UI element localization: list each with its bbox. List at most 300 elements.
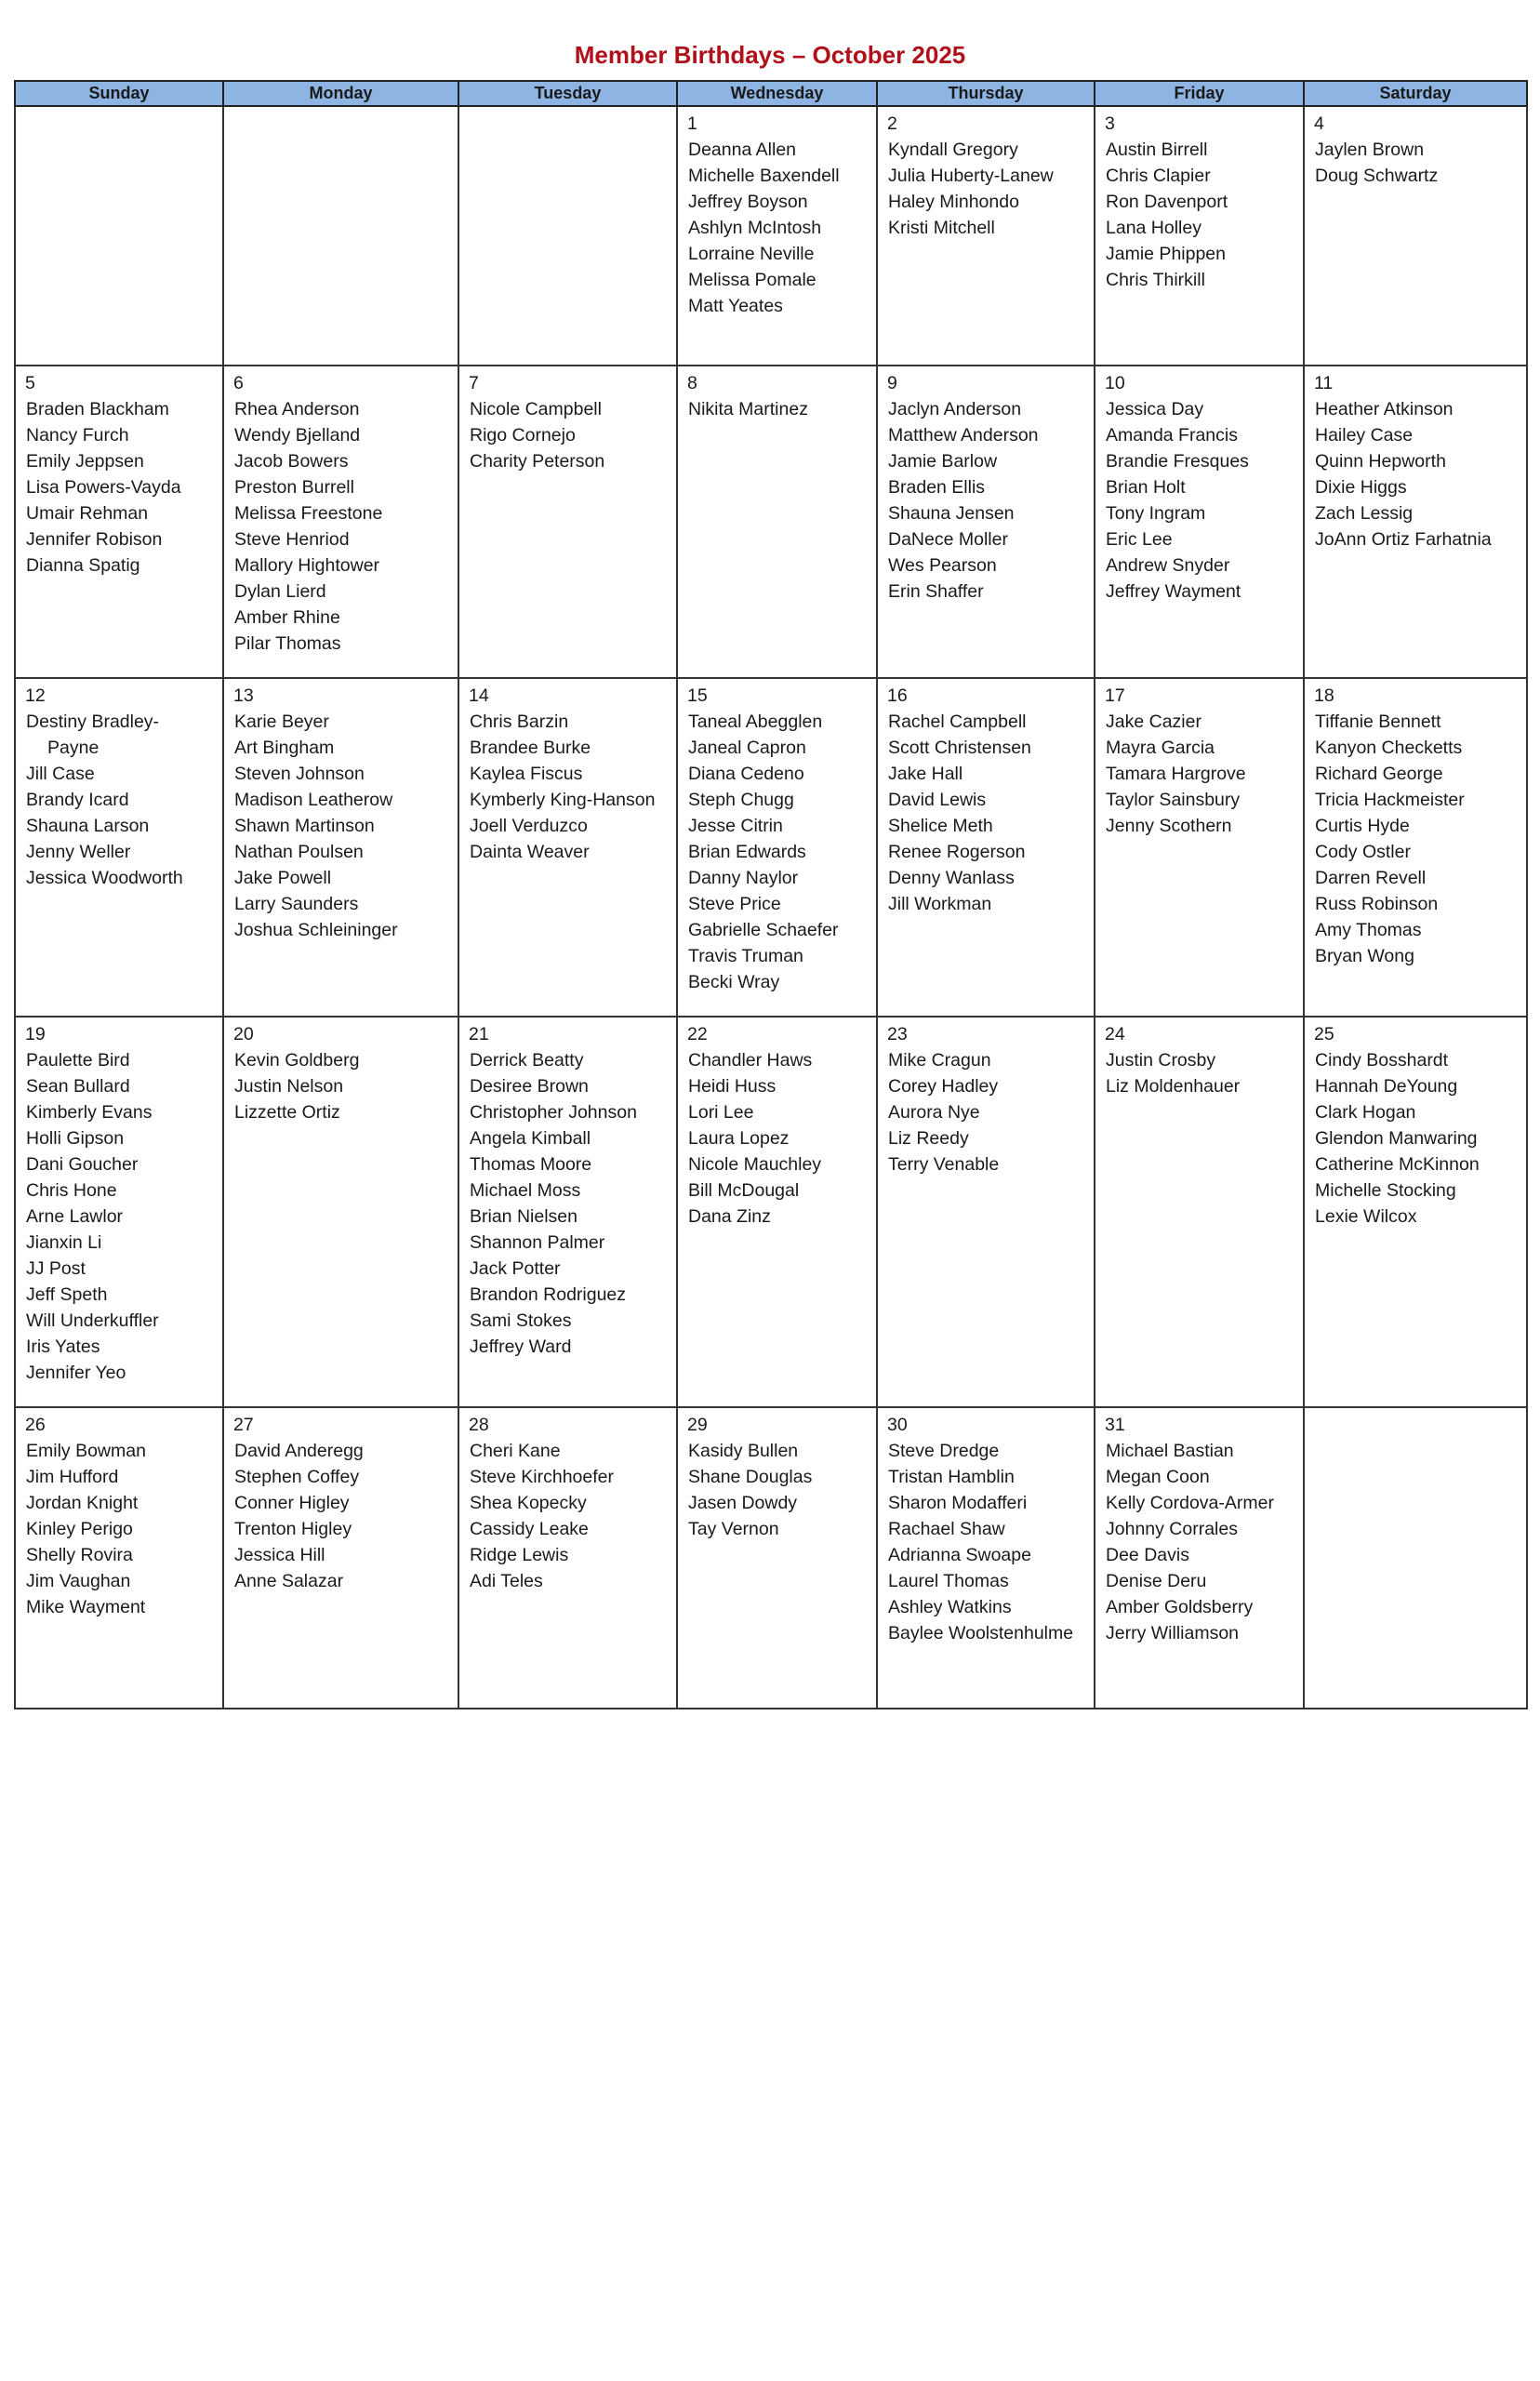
birthday-name: Umair Rehman [26, 503, 149, 524]
birthday-name: Lori Lee [688, 1102, 754, 1123]
birthday-name: Shelly Rovira [26, 1545, 133, 1565]
birthday-name: Adi Teles [470, 1571, 543, 1591]
birthday-list [25, 396, 215, 579]
birthday-name: Quinn Hepworth [1315, 451, 1446, 472]
birthday-name: Justin Nelson [234, 1076, 344, 1097]
day-number: 5 [25, 373, 35, 393]
birthday-name: Ron Davenport [1106, 192, 1228, 212]
birthday-name: Catherine McKinnon [1315, 1154, 1480, 1175]
day-cell [877, 678, 1095, 1017]
birthday-name: Renee Rogerson [888, 842, 1026, 862]
birthday-name: Rhea Anderson [234, 399, 360, 419]
birthday-name: Travis Truman [688, 946, 803, 966]
birthday-calendar [14, 80, 1528, 1709]
birthday-name: Dylan Lierd [234, 581, 326, 602]
birthday-name: Sami Stokes [470, 1310, 572, 1331]
birthday-name: Erin Shaffer [888, 581, 984, 602]
birthday-name: Julia Huberty-Lanew [888, 166, 1054, 186]
birthday-name: Jacob Bowers [234, 451, 349, 472]
birthday-name: Jeffrey Wayment [1106, 581, 1241, 602]
day-cell [1095, 678, 1304, 1017]
birthday-name: Jenny Scothern [1106, 816, 1232, 836]
weekday-header-monday: Monday [223, 81, 458, 106]
day-number: 11 [1314, 373, 1334, 393]
day-number: 27 [233, 1415, 254, 1435]
birthday-list [887, 1438, 1086, 1646]
birthday-name: Dana Zinz [688, 1206, 771, 1227]
birthday-name: Michelle Baxendell [688, 166, 840, 186]
day-cell [223, 106, 458, 366]
birthday-list [233, 396, 450, 657]
day-cell [15, 1407, 223, 1709]
birthday-name: Charity Peterson [470, 451, 605, 472]
birthday-name: Shauna Jensen [888, 503, 1015, 524]
day-number: 29 [687, 1415, 708, 1435]
birthday-name: Wendy Bjelland [234, 425, 361, 446]
birthday-name: Rigo Cornejo [470, 425, 576, 446]
day-number: 3 [1105, 113, 1115, 134]
birthday-name: Jasen Dowdy [688, 1493, 798, 1513]
birthday-name: Desiree Brown [470, 1076, 589, 1097]
birthday-name: Michelle Stocking [1315, 1180, 1456, 1201]
birthday-name: Tristan Hamblin [888, 1467, 1015, 1487]
day-number: 18 [1314, 685, 1334, 706]
birthday-name: Jaclyn Anderson [888, 399, 1022, 419]
birthday-name: Karie Beyer [234, 712, 329, 732]
birthday-name: Holli Gipson [26, 1128, 125, 1149]
birthday-name: Rachael Shaw [888, 1519, 1005, 1539]
birthday-name: Melissa Freestone [234, 503, 383, 524]
birthday-name: Steve Kirchhoefer [470, 1467, 615, 1487]
birthday-name: Christopher Johnson [470, 1102, 637, 1123]
birthday-list [25, 709, 215, 891]
birthday-name: Jenny Weller [26, 842, 131, 862]
birthday-name: Conner Higley [234, 1493, 350, 1513]
birthday-name: Nathan Poulsen [234, 842, 364, 862]
birthday-name: Shauna Larson [26, 816, 150, 836]
birthday-list [1105, 1438, 1295, 1646]
birthday-name: Steve Dredge [888, 1441, 1000, 1461]
day-number: 15 [687, 685, 708, 706]
birthday-name: Joshua Schleininger [234, 920, 398, 940]
birthday-name: Brandee Burke [470, 738, 591, 758]
birthday-name: Kristi Mitchell [888, 218, 995, 238]
birthday-name: Janeal Capron [688, 738, 806, 758]
birthday-list [233, 1438, 450, 1594]
birthday-name: Kasidy Bullen [688, 1441, 799, 1461]
birthday-name: Jake Cazier [1106, 712, 1201, 732]
birthday-name: Eric Lee [1106, 529, 1173, 550]
day-cell [15, 678, 223, 1017]
birthday-name: Tricia Hackmeister [1315, 790, 1465, 810]
day-cell [15, 1017, 223, 1407]
day-number: 4 [1314, 113, 1324, 134]
birthday-name: Jessica Hill [234, 1545, 325, 1565]
birthday-name: Jennifer Yeo [26, 1363, 126, 1383]
birthday-list [1105, 396, 1295, 605]
week-row [15, 1407, 1527, 1709]
birthday-list [469, 1438, 669, 1594]
birthday-name: Gabrielle Schaefer [688, 920, 839, 940]
birthday-name: Bill McDougal [688, 1180, 800, 1201]
birthday-name: Braden Blackham [26, 399, 169, 419]
birthday-name: Cindy Bosshardt [1315, 1050, 1449, 1071]
birthday-name: Hailey Case [1315, 425, 1414, 446]
birthday-name: Shannon Palmer [470, 1232, 605, 1253]
birthday-name: Stephen Coffey [234, 1467, 360, 1487]
birthday-name: Tay Vernon [688, 1519, 779, 1539]
day-cell [1304, 1407, 1527, 1709]
birthday-name: Chandler Haws [688, 1050, 813, 1071]
birthday-name: Lizzette Ortiz [234, 1102, 340, 1123]
birthday-name: Jordan Knight [26, 1493, 139, 1513]
birthday-name: Brian Holt [1106, 477, 1186, 498]
birthday-name: Kelly Cordova-Armer [1106, 1493, 1274, 1513]
birthday-name: Richard George [1315, 764, 1443, 784]
birthday-name: Joell Verduzco [470, 816, 588, 836]
day-number: 26 [25, 1415, 46, 1435]
day-cell [1304, 678, 1527, 1017]
weekday-header-saturday: Saturday [1304, 81, 1527, 106]
birthday-name: Braden Ellis [888, 477, 986, 498]
day-number: 24 [1105, 1024, 1125, 1044]
birthday-name: Ashlyn McIntosh [688, 218, 822, 238]
birthday-list [687, 709, 869, 995]
birthday-list [1105, 709, 1295, 839]
birthday-name: Andrew Snyder [1106, 555, 1230, 576]
birthday-name: Curtis Hyde [1315, 816, 1410, 836]
day-cell [223, 1407, 458, 1709]
birthday-name: Nancy Furch [26, 425, 129, 446]
birthday-name: JJ Post [26, 1258, 86, 1279]
birthday-list [233, 1047, 450, 1125]
birthday-name: Shawn Martinson [234, 816, 375, 836]
day-cell [677, 366, 877, 678]
birthday-name: Jamie Phippen [1106, 244, 1226, 264]
birthday-list [687, 1047, 869, 1230]
birthday-list [687, 1438, 869, 1542]
birthday-list [1314, 709, 1519, 969]
birthday-name: Madison Leatherow [234, 790, 393, 810]
weekday-header-row [15, 81, 1527, 106]
birthday-list [687, 137, 869, 319]
birthday-name: Liz Reedy [888, 1128, 969, 1149]
birthday-list [25, 1047, 215, 1386]
day-number: 23 [887, 1024, 908, 1044]
birthday-name: DaNece Moller [888, 529, 1008, 550]
birthday-name: Nicole Mauchley [688, 1154, 822, 1175]
birthday-name: Denise Deru [1106, 1571, 1207, 1591]
day-cell [458, 106, 677, 366]
birthday-list [233, 709, 450, 943]
birthday-name: Johnny Corrales [1106, 1519, 1238, 1539]
birthday-name: Amber Rhine [234, 607, 340, 628]
birthday-name: Justin Crosby [1106, 1050, 1216, 1071]
birthday-name: David Anderegg [234, 1441, 364, 1461]
birthday-name: Will Underkuffler [26, 1310, 159, 1331]
birthday-name: Chris Clapier [1106, 166, 1211, 186]
day-number: 1 [687, 113, 697, 134]
birthday-name: Jerry Williamson [1106, 1623, 1240, 1643]
birthday-name: Steph Chugg [688, 790, 794, 810]
birthday-list [887, 137, 1086, 241]
birthday-name: David Lewis [888, 790, 987, 810]
birthday-name: Melissa Pomale [688, 270, 816, 290]
birthday-name: Sharon Modafferi [888, 1493, 1028, 1513]
birthday-name: Kanyon Checketts [1315, 738, 1463, 758]
day-number: 25 [1314, 1024, 1334, 1044]
birthday-name: Laurel Thomas [888, 1571, 1009, 1591]
birthday-name: Lana Holley [1106, 218, 1201, 238]
birthday-name: Dee Davis [1106, 1545, 1189, 1565]
birthday-name: Brandy Icard [26, 790, 129, 810]
day-number: 2 [887, 113, 897, 134]
birthday-name: Chris Barzin [470, 712, 569, 732]
birthday-name: Amy Thomas [1315, 920, 1422, 940]
day-cell [458, 678, 677, 1017]
weekday-header-tuesday: Tuesday [458, 81, 677, 106]
birthday-name: Heather Atkinson [1315, 399, 1454, 419]
birthday-name: Jake Powell [234, 868, 332, 888]
weekday-header-friday: Friday [1095, 81, 1304, 106]
birthday-name: Ridge Lewis [470, 1545, 569, 1565]
birthday-name: Steve Henriod [234, 529, 350, 550]
birthday-name: Kymberly King-Hanson [470, 790, 656, 810]
birthday-name: Larry Saunders [234, 894, 359, 914]
day-number: 6 [233, 373, 244, 393]
birthday-name: Michael Moss [470, 1180, 581, 1201]
birthday-name: Kinley Perigo [26, 1519, 133, 1539]
birthday-name: Art Bingham [234, 738, 335, 758]
birthday-name: Taylor Sainsbury [1106, 790, 1241, 810]
week-row [15, 366, 1527, 678]
birthday-name: Scott Christensen [888, 738, 1031, 758]
birthday-name: Laura Lopez [688, 1128, 790, 1149]
birthday-name: Tiffanie Bennett [1315, 712, 1441, 732]
birthday-name: Dixie Higgs [1315, 477, 1407, 498]
birthday-name: Emily Jeppsen [26, 451, 144, 472]
birthday-name: Jim Hufford [26, 1467, 119, 1487]
birthday-name: Tamara Hargrove [1106, 764, 1246, 784]
birthday-name: Jessica Woodworth [26, 868, 183, 888]
birthday-name: Mayra Garcia [1106, 738, 1215, 758]
day-number: 10 [1105, 373, 1125, 393]
day-number: 12 [25, 685, 46, 706]
day-cell [1095, 1017, 1304, 1407]
birthday-list [1105, 137, 1295, 293]
birthday-name: Terry Venable [888, 1154, 1000, 1175]
weekday-header-thursday: Thursday [877, 81, 1095, 106]
birthday-name: Cassidy Leake [470, 1519, 589, 1539]
birthday-name: Nicole Campbell [470, 399, 602, 419]
birthday-list [1314, 137, 1519, 189]
birthday-name: Matt Yeates [688, 296, 783, 316]
day-cell [1304, 106, 1527, 366]
day-number: 14 [469, 685, 489, 706]
birthday-name: Chris Hone [26, 1180, 117, 1201]
birthday-name: Brandie Fresques [1106, 451, 1249, 472]
birthday-name: Mike Wayment [26, 1597, 146, 1617]
birthday-list [887, 709, 1086, 917]
birthday-name: Cheri Kane [470, 1441, 561, 1461]
day-number: 17 [1105, 685, 1125, 706]
birthday-name: Megan Coon [1106, 1467, 1210, 1487]
day-cell [877, 1017, 1095, 1407]
birthday-name: Payne [47, 738, 100, 758]
birthday-name: Heidi Huss [688, 1076, 777, 1097]
birthday-name: Zach Lessig [1315, 503, 1414, 524]
birthday-name: Preston Burrell [234, 477, 354, 498]
weekday-header-sunday: Sunday [15, 81, 223, 106]
birthday-list [887, 396, 1086, 605]
birthday-name: Michael Bastian [1106, 1441, 1234, 1461]
birthday-name: Tony Ingram [1106, 503, 1206, 524]
birthday-name: Lisa Powers-Vayda [26, 477, 181, 498]
birthday-name: Ashley Watkins [888, 1597, 1012, 1617]
week-row [15, 1017, 1527, 1407]
birthday-name: Hannah DeYoung [1315, 1076, 1458, 1097]
birthday-list [1105, 1047, 1295, 1099]
birthday-list [469, 1047, 669, 1360]
birthday-name: Kimberly Evans [26, 1102, 153, 1123]
birthday-list [469, 709, 669, 865]
day-cell [1304, 1017, 1527, 1407]
birthday-name: Iris Yates [26, 1337, 100, 1357]
birthday-name: Kaylea Fiscus [470, 764, 583, 784]
birthday-name: Jianxin Li [26, 1232, 102, 1253]
birthday-name: Cody Ostler [1315, 842, 1411, 862]
birthday-name: Destiny Bradley- [26, 712, 160, 732]
day-cell [877, 1407, 1095, 1709]
birthday-name: Aurora Nye [888, 1102, 980, 1123]
day-cell [1095, 1407, 1304, 1709]
birthday-name: Steve Price [688, 894, 781, 914]
birthday-name: Liz Moldenhauer [1106, 1076, 1241, 1097]
birthday-name: Russ Robinson [1315, 894, 1439, 914]
birthday-name: Derrick Beatty [470, 1050, 584, 1071]
birthday-name: Amber Goldsberry [1106, 1597, 1254, 1617]
birthday-name: Anne Salazar [234, 1571, 344, 1591]
day-cell [677, 106, 877, 366]
birthday-name: Darren Revell [1315, 868, 1427, 888]
birthday-name: Jake Hall [888, 764, 963, 784]
birthday-name: Mallory Hightower [234, 555, 380, 576]
day-cell [877, 366, 1095, 678]
birthday-name: Shane Douglas [688, 1467, 813, 1487]
day-number: 28 [469, 1415, 489, 1435]
birthday-name: Thomas Moore [470, 1154, 592, 1175]
birthday-name: Jessica Day [1106, 399, 1204, 419]
birthday-name: Paulette Bird [26, 1050, 130, 1071]
day-number: 13 [233, 685, 254, 706]
day-number: 19 [25, 1024, 46, 1044]
week-row [15, 106, 1527, 366]
birthday-name: Jim Vaughan [26, 1571, 131, 1591]
birthday-name: Angela Kimball [470, 1128, 591, 1149]
day-number: 7 [469, 373, 479, 393]
day-cell [1095, 366, 1304, 678]
birthday-name: Sean Bullard [26, 1076, 130, 1097]
day-cell [1095, 106, 1304, 366]
birthday-name: Pilar Thomas [234, 633, 341, 654]
birthday-name: Dianna Spatig [26, 555, 140, 576]
birthday-list [687, 396, 869, 422]
day-cell [15, 366, 223, 678]
day-cell [223, 678, 458, 1017]
week-row [15, 678, 1527, 1017]
birthday-name: Brian Nielsen [470, 1206, 578, 1227]
birthday-name: Amanda Francis [1106, 425, 1238, 446]
birthday-name: Austin Birrell [1106, 140, 1208, 160]
day-number: 31 [1105, 1415, 1125, 1435]
birthday-name: Denny Wanlass [888, 868, 1015, 888]
day-cell [677, 1017, 877, 1407]
birthday-name: Rachel Campbell [888, 712, 1027, 732]
day-cell [1304, 366, 1527, 678]
birthday-name: Kyndall Gregory [888, 140, 1018, 160]
birthday-name: Adrianna Swoape [888, 1545, 1031, 1565]
birthday-name: Diana Cedeno [688, 764, 804, 784]
birthday-name: Clark Hogan [1315, 1102, 1416, 1123]
day-cell [223, 366, 458, 678]
birthday-name: Jeff Speth [26, 1284, 108, 1305]
birthday-name: Jennifer Robison [26, 529, 163, 550]
weekday-header-wednesday: Wednesday [677, 81, 877, 106]
day-cell [223, 1017, 458, 1407]
page-title: Member Birthdays – October 2025 [574, 41, 966, 69]
birthday-name: Brian Edwards [688, 842, 806, 862]
birthday-name: Becki Wray [688, 972, 780, 992]
birthday-name: Jeffrey Ward [470, 1337, 572, 1357]
birthday-list [25, 1438, 215, 1620]
day-cell [677, 678, 877, 1017]
birthday-name: Deanna Allen [688, 140, 797, 160]
birthday-list [469, 396, 669, 474]
day-number: 22 [687, 1024, 708, 1044]
day-cell [877, 106, 1095, 366]
birthday-name: Corey Hadley [888, 1076, 999, 1097]
birthday-name: Jaylen Brown [1315, 140, 1425, 160]
birthday-name: Jamie Barlow [888, 451, 998, 472]
birthday-name: Jill Workman [888, 894, 992, 914]
birthday-name: Haley Minhondo [888, 192, 1019, 212]
birthday-name: Wes Pearson [888, 555, 997, 576]
birthday-name: JoAnn Ortiz Farhatnia [1315, 529, 1492, 550]
birthday-name: Dani Goucher [26, 1154, 139, 1175]
day-number: 9 [887, 373, 897, 393]
birthday-name: Dainta Weaver [470, 842, 590, 862]
birthday-list [887, 1047, 1086, 1177]
birthday-name: Lexie Wilcox [1315, 1206, 1417, 1227]
birthday-list [1314, 396, 1519, 552]
birthday-name: Chris Thirkill [1106, 270, 1205, 290]
birthday-list [1314, 1047, 1519, 1230]
birthday-name: Brandon Rodriguez [470, 1284, 627, 1305]
birthday-name: Jack Potter [470, 1258, 561, 1279]
birthday-name: Shelice Meth [888, 816, 993, 836]
birthday-name: Doug Schwartz [1315, 166, 1439, 186]
birthday-name: Steven Johnson [234, 764, 365, 784]
birthday-name: Jesse Citrin [688, 816, 783, 836]
birthday-name: Mike Cragun [888, 1050, 991, 1071]
birthday-name: Lorraine Neville [688, 244, 815, 264]
day-number: 8 [687, 373, 697, 393]
birthday-name: Bryan Wong [1315, 946, 1414, 966]
birthday-name: Jill Case [26, 764, 95, 784]
birthday-name: Kevin Goldberg [234, 1050, 360, 1071]
birthday-name: Arne Lawlor [26, 1206, 124, 1227]
birthday-name: Danny Naylor [688, 868, 799, 888]
